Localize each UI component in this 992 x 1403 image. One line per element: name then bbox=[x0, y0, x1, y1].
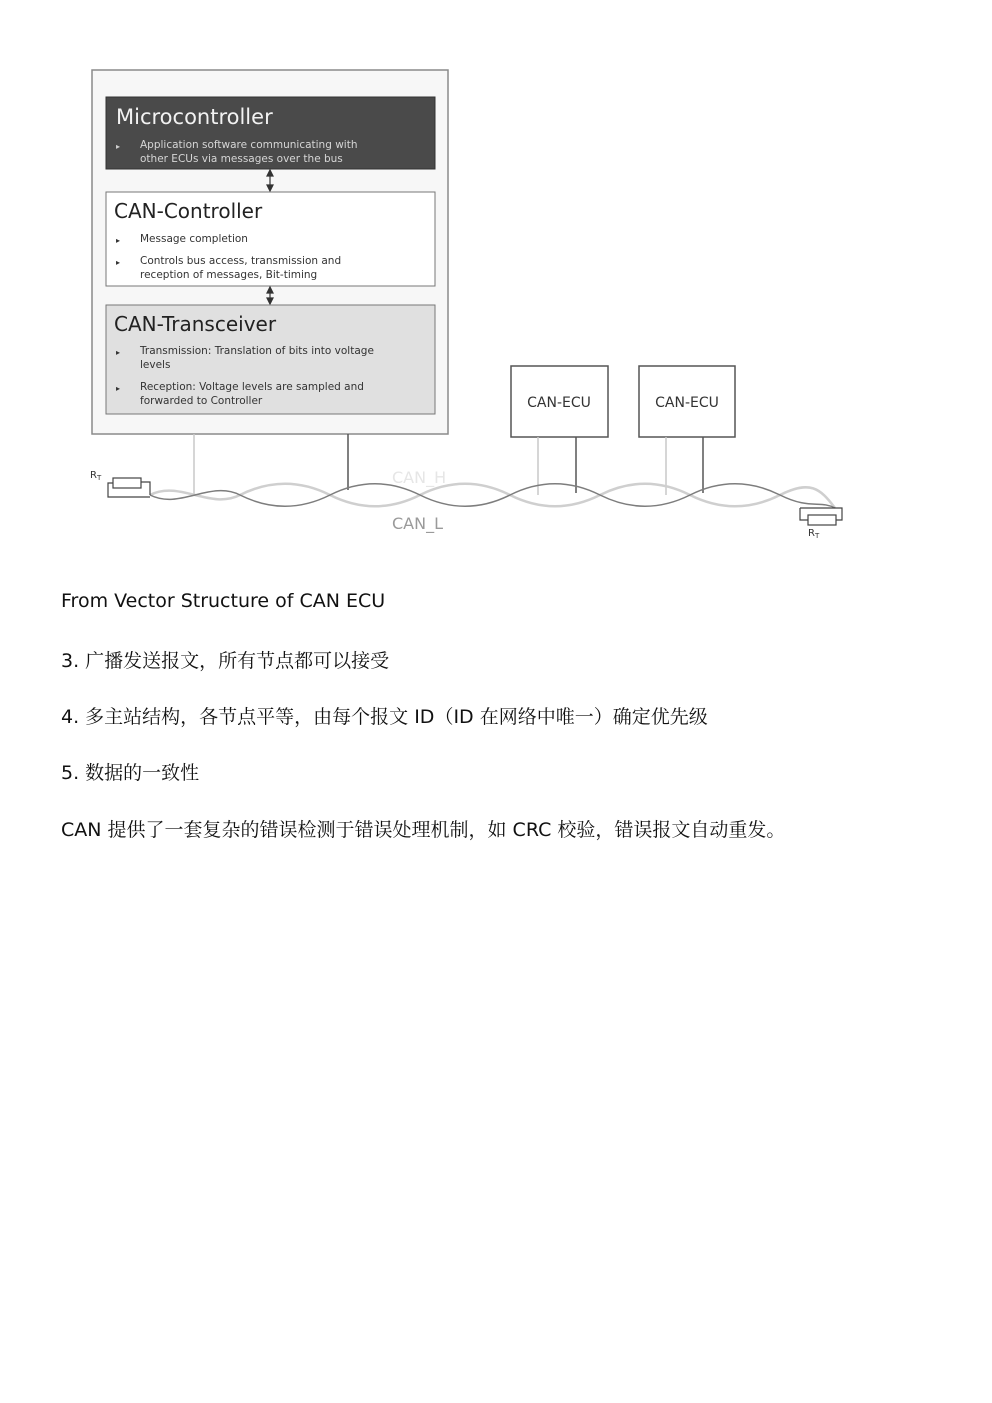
bullet-icon: ▸ bbox=[116, 258, 121, 267]
microcontroller-bullet-line: other ECUs via messages over the bus bbox=[140, 153, 343, 165]
can-l-label: CAN_L bbox=[392, 514, 443, 533]
can-transceiver-bullet-line: levels bbox=[140, 359, 171, 371]
can-ecu-label: CAN-ECU bbox=[655, 395, 719, 411]
figure-caption: From Vector Structure of CAN ECU bbox=[61, 590, 386, 612]
bullet-icon: ▸ bbox=[116, 236, 121, 245]
resistor-icon bbox=[800, 508, 842, 525]
resistor-icon bbox=[108, 478, 150, 497]
paragraph-consistency: 5. 数据的一致性 bbox=[61, 762, 200, 784]
can-h-label: CAN_H bbox=[392, 468, 447, 487]
termination-resistor-label: $R_T$ bbox=[90, 470, 102, 482]
bullet-icon: ▸ bbox=[116, 348, 121, 357]
paragraph-multimaster: 4. 多主站结构，各节点平等，由每个报文 ID（ID 在网络中唯一）确定优先级 bbox=[61, 706, 708, 728]
termination-resistor-label: $R_T$ bbox=[808, 528, 820, 540]
paragraph-broadcast: 3. 广播发送报文，所有节点都可以接受 bbox=[61, 650, 390, 672]
can-transceiver-bullet-line: forwarded to Controller bbox=[140, 395, 263, 407]
microcontroller-title: Microcontroller bbox=[116, 105, 273, 129]
can-transceiver-title: CAN-Transceiver bbox=[114, 312, 277, 336]
can-controller-bullet-line: reception of messages, Bit-timing bbox=[140, 269, 318, 281]
paragraph-error-handling: CAN 提供了一套复杂的错误检测于错误处理机制，如 CRC 校验，错误报文自动重发。 bbox=[61, 819, 786, 841]
can-transceiver-bullet-line: Transmission: Translation of bits into voltage bbox=[140, 345, 374, 357]
can-controller-bullet-line: Message completion bbox=[140, 233, 248, 245]
can-controller-title: CAN-Controller bbox=[114, 199, 263, 223]
can-ecu-label: CAN-ECU bbox=[527, 395, 591, 411]
microcontroller-bullet-line: Application software communicating with bbox=[140, 139, 358, 151]
can-controller-bullet-line: Controls bus access, transmission and bbox=[140, 255, 342, 267]
bullet-icon: ▸ bbox=[116, 384, 121, 393]
bullet-icon: ▸ bbox=[116, 142, 121, 151]
can-ecu-structure-diagram bbox=[0, 0, 992, 560]
can-transceiver-bullet-line: Reception: Voltage levels are sampled and bbox=[140, 381, 364, 393]
can-h-bus-wire bbox=[150, 484, 835, 508]
